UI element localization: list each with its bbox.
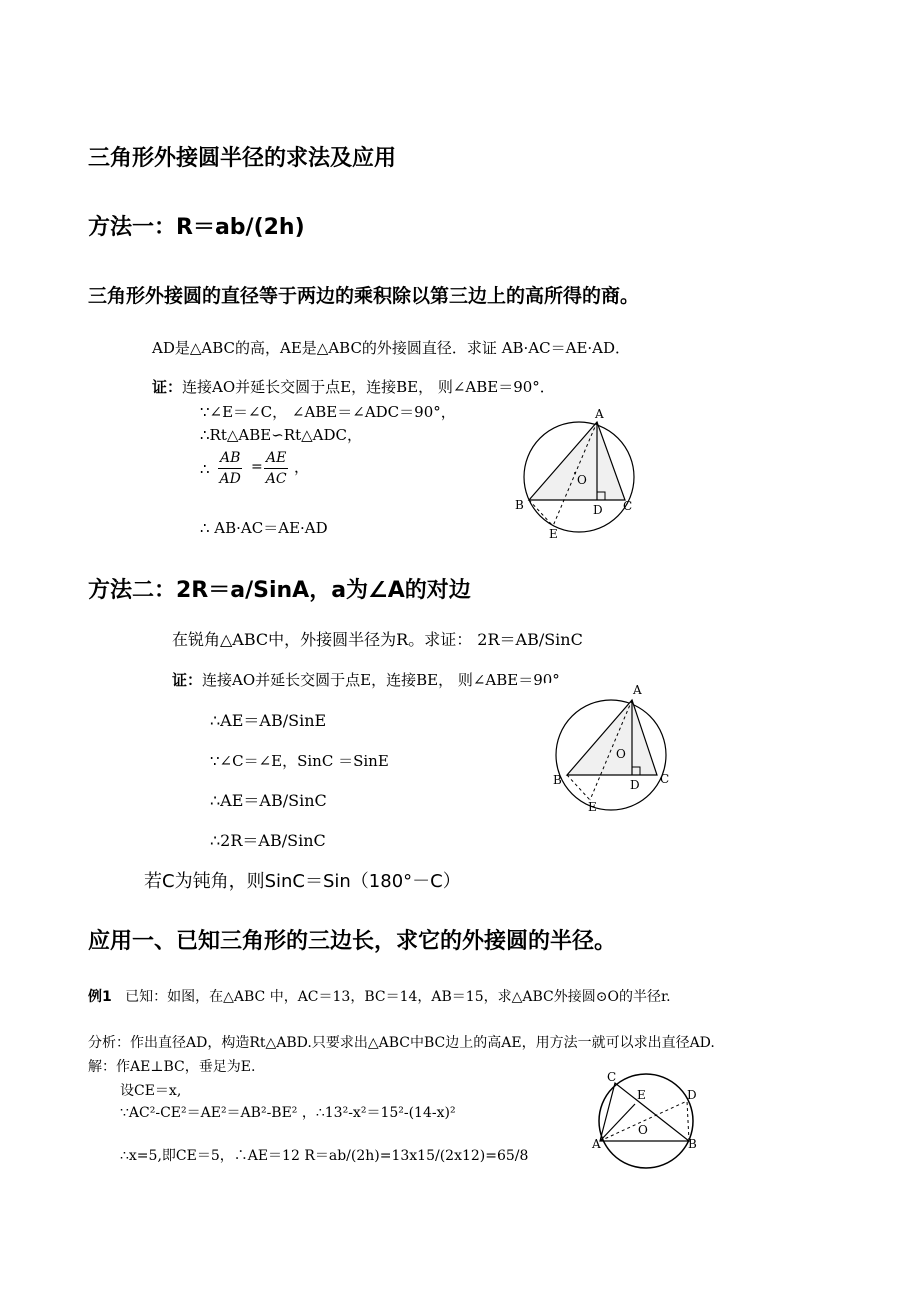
method1-statement: 三角形外接圆的直径等于两边的乘积除以第三边上的高所得的商。 bbox=[88, 285, 640, 307]
fraction-denominator: AC bbox=[265, 471, 287, 487]
proof-text: 连接AO并延长交圆于点E，连接BE， 则∠ABE＝90° bbox=[202, 671, 560, 689]
triangle-abc bbox=[529, 422, 625, 500]
example-label: 例1 bbox=[88, 989, 112, 1005]
example1 bbox=[88, 986, 671, 1006]
method1-line2: ∵∠E＝∠C， ∠ABE＝∠ADC＝90°， bbox=[200, 403, 456, 421]
fraction-ae-ac bbox=[264, 448, 288, 489]
solution-text: 解：作AE⊥BC，垂足为E. bbox=[88, 1059, 256, 1075]
label-d: D bbox=[687, 1088, 697, 1102]
method2-heading: 方法二：2R＝a/SinA，a为∠A的对边 bbox=[88, 578, 471, 603]
method1-line3: ∴Rt△ABE∽Rt△ADC， bbox=[200, 426, 362, 444]
figure-method2 bbox=[545, 683, 675, 813]
method1-proof-line1 bbox=[152, 376, 555, 397]
label-a: A bbox=[633, 683, 642, 697]
solution-step1: 设CE＝x, bbox=[120, 1083, 182, 1099]
equals-sign: = bbox=[251, 459, 263, 475]
solution-step2: ∵AC²-CE²＝AE²＝AB²-BE² ，∴13²-x²＝15²-(14-x)² bbox=[120, 1105, 456, 1121]
method1-line4-prefix: ∴ bbox=[200, 460, 210, 478]
proof-label: 证： bbox=[172, 671, 203, 689]
fraction-numerator: AE bbox=[264, 448, 288, 469]
analysis-text: 分析：作出直径AD，构造Rt△ABD.只要求出△ABC中BC边上的高AE，用方法一就可以求出直径AD. bbox=[88, 1035, 715, 1051]
segment-bd bbox=[687, 1101, 689, 1141]
label-b: B bbox=[515, 498, 524, 512]
label-c: C bbox=[623, 499, 633, 513]
label-d: D bbox=[593, 503, 603, 517]
proof-text: 连接AO并延长交圆于点E，连接BE， 则∠ABE＝90°． bbox=[182, 378, 555, 396]
method2-line5: ∴2R＝AB/SinC bbox=[210, 831, 326, 850]
label-e: E bbox=[637, 1088, 646, 1102]
method2-line3: ∵∠C＝∠E，SinC ＝SinE bbox=[210, 752, 389, 770]
label-o: O bbox=[577, 473, 587, 487]
method1-line5: ∴ AB·AC＝AE·AD bbox=[200, 519, 328, 537]
label-d: D bbox=[630, 778, 640, 792]
label-e: E bbox=[588, 800, 597, 813]
method1-heading: 方法一：R＝ab/(2h) bbox=[88, 215, 305, 240]
method2-line2: ∴AE＝AB/SinE bbox=[210, 711, 327, 730]
label-o: O bbox=[638, 1123, 648, 1137]
method1-line4-suffix: ， bbox=[294, 458, 310, 476]
example-text: 已知：如图，在△ABC 中，AC＝13，BC＝14，AB＝15，求△ABC外接圆⊙O的半径r. bbox=[125, 989, 671, 1005]
label-c: C bbox=[660, 772, 670, 786]
label-b: B bbox=[553, 773, 562, 787]
segment-be bbox=[529, 500, 553, 526]
method2-problem: 在锐角△ABC中，外接圆半径为R。求证： 2R＝AB/SinC bbox=[172, 630, 583, 649]
segment-be bbox=[567, 775, 590, 800]
proof-label: 证： bbox=[152, 378, 183, 396]
figure-application1 bbox=[590, 1068, 710, 1176]
method2-line4: ∴AE＝AB/SinC bbox=[210, 791, 327, 810]
fraction-denominator: AD bbox=[219, 471, 241, 487]
method2-note: 若C为钝角，则SinC＝Sin（180°－C） bbox=[144, 871, 461, 892]
solution-step3: ∴x=5,即CE＝5，∴AE＝12 R＝ab/(2h)=13x15/(2x12)=65/8 bbox=[120, 1148, 529, 1164]
fraction-numerator: AB bbox=[218, 448, 242, 469]
label-a: A bbox=[592, 1137, 601, 1151]
method2-proof-line1 bbox=[172, 669, 560, 690]
center-dot bbox=[574, 472, 576, 474]
figure-method1 bbox=[505, 400, 645, 545]
label-a: A bbox=[595, 407, 604, 421]
page-title: 三角形外接圆半径的求法及应用 bbox=[88, 146, 397, 171]
label-b: B bbox=[688, 1137, 697, 1151]
label-e: E bbox=[549, 527, 558, 541]
application1-heading: 应用一、已知三角形的三边长，求它的外接圆的半径。 bbox=[88, 929, 617, 954]
label-c: C bbox=[607, 1070, 617, 1084]
method1-problem: AD是△ABC的高，AE是△ABC的外接圆直径．求证 AB·AC＝AE·AD． bbox=[152, 339, 631, 357]
fraction-ab-ad bbox=[218, 448, 242, 489]
label-o: O bbox=[616, 747, 626, 761]
